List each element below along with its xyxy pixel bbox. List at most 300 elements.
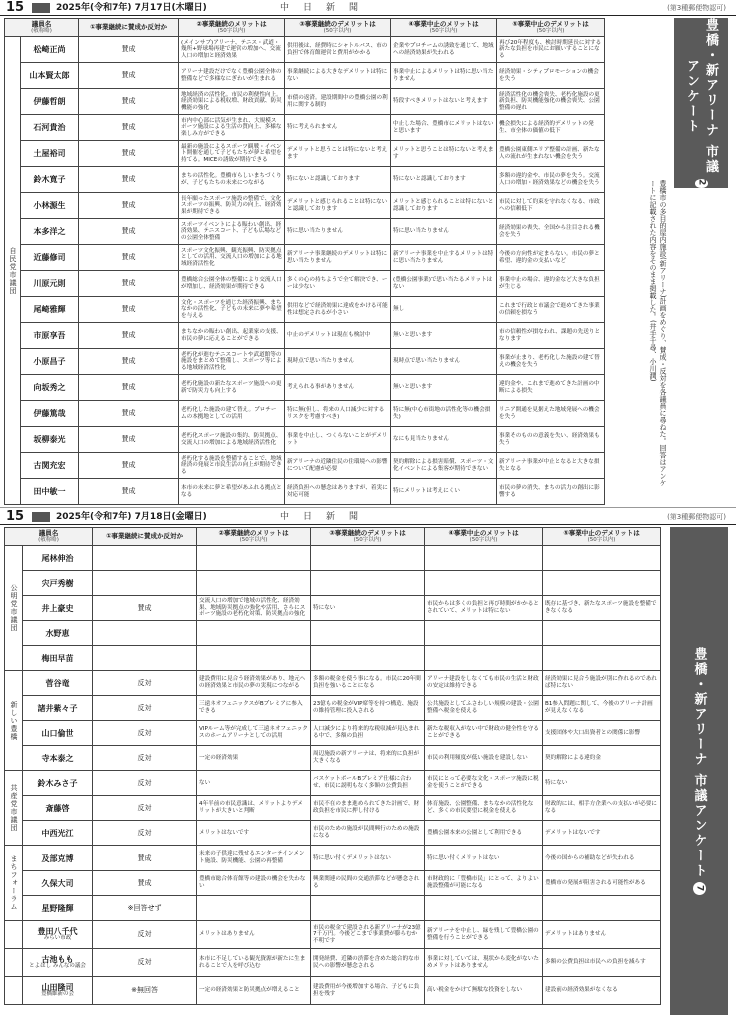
member-name: 市原享吾 bbox=[21, 323, 79, 349]
vote-answer bbox=[93, 621, 197, 646]
cancel-merit: 特に思い当たりません bbox=[391, 219, 497, 245]
member-name: 井上豪史 bbox=[23, 596, 93, 621]
member-name: 松崎正尚 bbox=[21, 37, 79, 63]
vote-answer: 賛成 bbox=[79, 37, 179, 63]
cancel-merit: 事業に対していては、現状から変化がないためメリットはありません bbox=[425, 949, 543, 977]
lead-text: 豊橋市の多目的屋内施設(新アリーナ)計画をめぐり、賛成・反対を各議員に尋ねた。回答はアンケートに記載された内容をそのまま掲載した。(井手千尋、小川潤) bbox=[649, 180, 667, 487]
member-name: 土屋裕司 bbox=[21, 141, 79, 167]
member-name-text: 山田隆司 bbox=[41, 982, 74, 992]
vote-answer: 反対 bbox=[93, 821, 197, 846]
continue-merit: メリットはありません bbox=[197, 921, 311, 949]
table-row bbox=[5, 771, 661, 796]
col-header-q2: ②事業継続のメリットは (50字以内) bbox=[197, 528, 311, 546]
cancel-demerit: 多額の公費負担は市民への負担を減らす bbox=[543, 949, 661, 977]
cancel-merit: 市財政的に「豊橋市民」にとって、よりよい施設整備が可能になる bbox=[425, 871, 543, 896]
continue-merit: スポーツ文化振興、観光振興、防災拠点としての活用、交流人口の増加による地域経済活性化 bbox=[179, 245, 285, 271]
cancel-demerit: 経済効果に見合う施設が別に作れるのであれば特にない bbox=[543, 671, 661, 696]
continue-merit: 文化・スポーツを通じた経済振興、まちなかの活性化、子どもの未来に夢や希望を与える bbox=[179, 297, 285, 323]
cancel-merit: 市民からは多くの負担と再び時間がかかるとされていて、メリットは特にない bbox=[425, 596, 543, 621]
col-header-q5: ⑤事業中止のデメリットは (50字以内) bbox=[497, 19, 605, 37]
cancel-merit: 特に無(中心市街地の活性化等の機会損失) bbox=[391, 401, 497, 427]
table-row bbox=[5, 646, 661, 671]
part-number-badge: 7 bbox=[693, 882, 706, 895]
continue-demerit: 市民不在のまま進められてきた計画で、財政負担を市民に押し付ける bbox=[311, 796, 425, 821]
continue-demerit bbox=[311, 571, 425, 596]
table-row bbox=[5, 375, 605, 401]
vote-answer: 賛成 bbox=[79, 63, 179, 89]
continue-demerit: デメリットと思うことは特にないと考えます bbox=[285, 141, 391, 167]
continue-merit: (メインサブ)アリーナ、テニス・武道・幾所+野球場再建で運営の増加へ、交流人口の増加と経済効果 bbox=[179, 37, 285, 63]
cancel-demerit: 豊橋公園東側エリア整備の計画、新たな人の流れが生まれない機会を失う bbox=[497, 141, 605, 167]
continue-merit: 本市に不足している観光資源が新たに生まれることで人を呼び込む bbox=[197, 949, 311, 977]
postal-ref: (第3種郵便物認可) bbox=[667, 4, 726, 12]
cancel-demerit: 経済効果・シティプロモーションの機会を失う bbox=[497, 63, 605, 89]
page-header bbox=[0, 0, 736, 16]
member-name: 伊藤篤哉 bbox=[21, 401, 79, 427]
member-name: 中西光江 bbox=[23, 821, 93, 846]
member-name: 古関充宏 bbox=[21, 453, 79, 479]
continue-merit: 交流人口の増加で地域の活性化、経済効果、地域防災拠点の強化や活用、さらにスポーツ施設の老朽化対策、防災拠点の強化 bbox=[197, 596, 311, 621]
cancel-merit: 特にメリットは考えにくい bbox=[391, 479, 497, 505]
vote-answer: 反対 bbox=[93, 771, 197, 796]
continue-demerit: 特に無(但し、将来の人口減少に対するリスクを考慮すべき) bbox=[285, 401, 391, 427]
table-row bbox=[5, 977, 661, 1005]
cancel-demerit: デメリットはないです bbox=[543, 821, 661, 846]
table-row bbox=[5, 921, 661, 949]
page-number: 15 bbox=[6, 0, 25, 15]
continue-demerit bbox=[311, 646, 425, 671]
vote-answer: 賛成 bbox=[79, 193, 179, 219]
member-name: 尾林伸治 bbox=[23, 546, 93, 571]
table-row bbox=[5, 721, 661, 746]
continue-merit: アリーナ建設だけでなく豊橋公園全体の整備などで多様なにぎわいが生まれる bbox=[179, 63, 285, 89]
continue-merit: 市内中心部に活気が生まれ、大規模スポーツ施設による生活の質向上、多様な楽しみ方ができる bbox=[179, 115, 285, 141]
cancel-demerit: 建設前の経済効果がなくなる bbox=[543, 977, 661, 1005]
cancel-demerit bbox=[543, 621, 661, 646]
cancel-merit: 中止した場合、豊橋市にメリットはないと思います bbox=[391, 115, 497, 141]
party-label bbox=[5, 921, 23, 949]
side-title-banner: 豊橋・新アリーナ 市議アンケート 2 bbox=[674, 18, 728, 188]
vote-answer: 反対 bbox=[93, 721, 197, 746]
continue-demerit: 開発経費、近隣の渋滞を含めた総合的な市民への影響が懸念される bbox=[311, 949, 425, 977]
continue-merit: VIPルーム等が完成して三遠ネオフェニックスのホームアリーナとしての活用 bbox=[197, 721, 311, 746]
cancel-merit bbox=[425, 571, 543, 596]
cancel-demerit: 既存に基づき、新たなスポーツ施設を整備できなくなる bbox=[543, 596, 661, 621]
table-row bbox=[5, 63, 605, 89]
continue-merit bbox=[197, 546, 311, 571]
table-row bbox=[5, 696, 661, 721]
vote-answer: 賛成 bbox=[79, 349, 179, 375]
member-name: 及部克博 bbox=[23, 846, 93, 871]
col-header-q2: ②事業継続のメリットは (50字以内) bbox=[179, 19, 285, 37]
cancel-merit: 市民の利用頻度が低い施設を建設しない bbox=[425, 746, 543, 771]
vote-answer: 賛成 bbox=[79, 453, 179, 479]
postal-ref: (第3種郵便物認可) bbox=[667, 513, 726, 521]
table-row bbox=[5, 896, 661, 921]
continue-demerit: 多くの心の持ちようで全て解決でき、ーーは少ない bbox=[285, 271, 391, 297]
continue-merit: 一定の経済効果と防災拠点が増えること bbox=[197, 977, 311, 1005]
continue-demerit: 特に思い当たりません bbox=[285, 219, 391, 245]
table-row bbox=[5, 871, 661, 896]
party-label: 共産党市議団 bbox=[5, 771, 23, 846]
table-row bbox=[5, 821, 661, 846]
member-name: 尾崎雅輝 bbox=[21, 297, 79, 323]
page-july-17 bbox=[0, 0, 736, 506]
page-number: 15 bbox=[6, 509, 25, 524]
member-affiliation: 豊橋維新の会 bbox=[41, 990, 75, 997]
section-tag bbox=[32, 3, 50, 13]
member-name: 近藤修司 bbox=[21, 245, 79, 271]
party-label: 公明党市議団 bbox=[5, 546, 23, 671]
vote-answer: 反対 bbox=[93, 921, 197, 949]
continue-demerit: 興業関連の民間の交通渋滞などが懸念される bbox=[311, 871, 425, 896]
continue-merit bbox=[197, 571, 311, 596]
continue-demerit: バスケットボールBプレミア仕様に合わせ、市民に説明もなく多額の公費負担 bbox=[311, 771, 425, 796]
continue-demerit: 考えられる事がありません bbox=[285, 375, 391, 401]
member-name: 宍戸秀樹 bbox=[23, 571, 93, 596]
cancel-demerit: 市民に対して約束を守れなくなる、市政への信頼低下 bbox=[497, 193, 605, 219]
vote-answer: ※無回答 bbox=[93, 977, 197, 1005]
continue-merit: 建設費用に見合う経済効果があり、地元への経済効果と市民の夢の実現につながる bbox=[197, 671, 311, 696]
vote-answer: 賛成 bbox=[93, 871, 197, 896]
vote-answer: 賛成 bbox=[79, 219, 179, 245]
col-header-q3: ③事業継続のデメリットは (50字以内) bbox=[311, 528, 425, 546]
col-header-q5: ⑤事業中止のデメリットは (50字以内) bbox=[543, 528, 661, 546]
member-name: 鈴木みさ子 bbox=[23, 771, 93, 796]
table-row bbox=[5, 427, 605, 453]
cancel-merit: 特に思い付くメリットはない bbox=[425, 846, 543, 871]
cancel-demerit: これまで行政と市議会で進めてきた事業の信頼を損なう bbox=[497, 297, 605, 323]
cancel-merit: 体育施設、公園整備、まちなかの活性化など、多くの市民要望に税金を使える bbox=[425, 796, 543, 821]
cancel-merit: (豊橋公園事業)で思い当たるメリットはない bbox=[391, 271, 497, 297]
page-header bbox=[0, 509, 736, 525]
cancel-demerit bbox=[543, 646, 661, 671]
cancel-demerit: 事業中止の場合、違約金など大きな負担が生じる bbox=[497, 271, 605, 297]
table-row bbox=[5, 479, 605, 505]
cancel-demerit: 事業が止まり、老朽化した施設の建て替えの機会を失う bbox=[497, 349, 605, 375]
member-name: 向坂秀之 bbox=[21, 375, 79, 401]
cancel-merit: 高い税金をかけて無駄な投資をしない bbox=[425, 977, 543, 1005]
table-row bbox=[5, 349, 605, 375]
continue-demerit: 供用後は、経費時にシャトルバス、市の負担で体育館運営と費用がかかる bbox=[285, 37, 391, 63]
continue-merit bbox=[197, 646, 311, 671]
continue-demerit: 新アリーナ事業継続のデメリットは特に思い当たりません bbox=[285, 245, 391, 271]
cancel-merit: 新アリーナ事業を中止するメリットは特に思い当たりません bbox=[391, 245, 497, 271]
vote-answer: 賛成 bbox=[79, 167, 179, 193]
cancel-demerit: 市の信頼性が損なわれ、課題の先送りとなります bbox=[497, 323, 605, 349]
survey-table-2 bbox=[4, 527, 661, 1005]
cancel-merit: 特にないと認識しております bbox=[391, 167, 497, 193]
col-header-q4: ④事業中止のメリットは (50字以内) bbox=[425, 528, 543, 546]
newspaper-name: 中日新聞 bbox=[280, 512, 373, 522]
member-name: 川原元則 bbox=[21, 271, 79, 297]
table-row bbox=[5, 297, 605, 323]
cancel-demerit: 事業そのものの意義を失い、経済効果も失う bbox=[497, 427, 605, 453]
cancel-demerit: 経済効果の喪失、全国から注目される機会を失う bbox=[497, 219, 605, 245]
vote-answer: 賛成 bbox=[79, 89, 179, 115]
continue-demerit bbox=[311, 896, 425, 921]
continue-demerit: 供用などで経済効果に達成をかける可能性は想定されるが小さい bbox=[285, 297, 391, 323]
cancel-demerit: 豊橋市の発展が阻害される可能性がある bbox=[543, 871, 661, 896]
cancel-merit bbox=[425, 546, 543, 571]
vote-answer: 賛成 bbox=[93, 596, 197, 621]
member-name-text: 古池もも bbox=[41, 954, 74, 964]
table-row bbox=[5, 271, 605, 297]
cancel-merit: 豊橋公園本来の公園として利用できる bbox=[425, 821, 543, 846]
continue-demerit: 経済負担への懸念はありますが、着実に対応可能 bbox=[285, 479, 391, 505]
continue-merit: まちなかの賑わい創出、起業家の支援、市民の夢に応えることができる bbox=[179, 323, 285, 349]
cancel-demerit: 契約解除による違約金 bbox=[543, 746, 661, 771]
member-name: 久保大司 bbox=[23, 871, 93, 896]
cancel-merit: 無いと思います bbox=[391, 375, 497, 401]
table-row bbox=[5, 746, 661, 771]
cancel-merit: 事業中止によるメリットは特に思い当たりません bbox=[391, 63, 497, 89]
continue-merit bbox=[197, 621, 311, 646]
member-name: 本多洋之 bbox=[21, 219, 79, 245]
cancel-merit bbox=[425, 646, 543, 671]
party-label-empty bbox=[5, 949, 23, 977]
table-row bbox=[5, 115, 605, 141]
table-row bbox=[5, 323, 605, 349]
continue-demerit: 市債の返済。建設期間中の豊橋公園の利用に関する制約 bbox=[285, 89, 391, 115]
cancel-demerit: 今後の方向性が定まらない。市民の夢と希望、違約金の支払いなど bbox=[497, 245, 605, 271]
table-row bbox=[5, 89, 605, 115]
continue-demerit: デメリットと感じられることは特にないと認識しております bbox=[285, 193, 391, 219]
member-name: 星野隆輝 bbox=[23, 896, 93, 921]
cancel-merit bbox=[425, 896, 543, 921]
member-name: 石河貴治 bbox=[21, 115, 79, 141]
section-tag bbox=[32, 512, 50, 522]
side-title-banner: 豊橋・新アリーナ 市議アンケート 7 bbox=[670, 527, 728, 1015]
continue-demerit: 事業継続による大きなデメリットは特にない bbox=[285, 63, 391, 89]
cancel-demerit: デメリットはありません bbox=[543, 921, 661, 949]
continue-demerit: 事業を中止し、つくらないことがデメリット bbox=[285, 427, 391, 453]
cancel-demerit: 支援団体や大口出資者との関係に影響 bbox=[543, 721, 661, 746]
header-rule bbox=[0, 15, 736, 16]
cancel-merit: 新たな税収入がない中で財政の健全性を守ることができる bbox=[425, 721, 543, 746]
cancel-demerit: 新アリーナ事業が中止となると大きな損失となる bbox=[497, 453, 605, 479]
continue-demerit: 中止のデメリットは現在も検討中 bbox=[285, 323, 391, 349]
cancel-demerit: 違約金や、これまで進めてきた計画の中断による損失 bbox=[497, 375, 605, 401]
header-rule bbox=[0, 524, 736, 525]
member-name: 水野恵 bbox=[23, 621, 93, 646]
vote-answer bbox=[93, 546, 197, 571]
party-label: 新しい豊橋 bbox=[5, 671, 23, 771]
vote-answer: 賛成 bbox=[93, 846, 197, 871]
col-header-q4: ④事業中止のメリットは (50字以内) bbox=[391, 19, 497, 37]
continue-merit: 未来の子供達に残せるエンターテインメント施設、防災機能、公園の再整備 bbox=[197, 846, 311, 871]
member-name bbox=[23, 977, 93, 1005]
party-label-empty bbox=[5, 977, 23, 1005]
continue-demerit: 特に思い付くデメリットはない bbox=[311, 846, 425, 871]
cancel-merit: 現時点で思い当たりません bbox=[391, 349, 497, 375]
col-header-q1: ①事業継続に賛成か反対か bbox=[79, 19, 179, 37]
member-name: 寺本泰之 bbox=[23, 746, 93, 771]
cancel-merit: 契約解除による損害賠償、スポーツ・文化イベントによる集客が期待できない bbox=[391, 453, 497, 479]
continue-demerit: 市民のための施設が民間興行のための施設になる bbox=[311, 821, 425, 846]
table-row bbox=[5, 167, 605, 193]
continue-merit: 最新の施設によるスポーツ観戦・イベント開催を通して子どもたちが夢と希望を持てる。MICEの誘致が期待できる bbox=[179, 141, 285, 167]
member-affiliation: とよはし みんなの議会 bbox=[29, 962, 86, 969]
cancel-demerit: 機会損失による経済的デメリットの発生、市全体の価値の低下 bbox=[497, 115, 605, 141]
newspaper-name: 中日新聞 bbox=[280, 3, 373, 13]
vote-answer bbox=[93, 646, 197, 671]
continue-merit: 老朽化する施設を整備することで、地域経済の発展と市民生活の向上が期待できる bbox=[179, 453, 285, 479]
continue-merit: 長年願ったスポーツ施設の整備で、文化スポーツの振興、防災力の向上、経済効果が期待できる bbox=[179, 193, 285, 219]
vote-answer: 反対 bbox=[93, 949, 197, 977]
cancel-demerit: 経済活性化の機会喪失、老朽化施設の更新負担、防災機能強化の機会喪失、公園整備の遅れ bbox=[497, 89, 605, 115]
member-name: 小原昌子 bbox=[21, 349, 79, 375]
cancel-demerit: 財政的には、相手方企業への支払いが必要になる bbox=[543, 796, 661, 821]
continue-demerit: 周辺施設の新アリーナは、将来的に負担が大きくなる bbox=[311, 746, 425, 771]
vote-answer: 賛成 bbox=[79, 401, 179, 427]
cancel-demerit bbox=[543, 546, 661, 571]
cancel-merit: 公共施設としてふさわしい規模の建設・公園整備へ税金を使える bbox=[425, 696, 543, 721]
continue-demerit: 特にない bbox=[311, 596, 425, 621]
table-row bbox=[5, 141, 605, 167]
issue-date: 2025年(令和7年) 7月18日(金曜日) bbox=[56, 512, 207, 522]
vote-answer: 賛成 bbox=[79, 427, 179, 453]
cancel-merit: なにも見当たりません bbox=[391, 427, 497, 453]
col-header-q1: ①事業継続に賛成か反対か bbox=[93, 528, 197, 546]
continue-demerit: 市民の税金で建設される新アリーナが23億7千万円。今後どこまで事業費が膨らむか不明です bbox=[311, 921, 425, 949]
vote-answer: 反対 bbox=[93, 746, 197, 771]
col-header-q3: ③事業継続のデメリットは (50字以内) bbox=[285, 19, 391, 37]
cancel-merit: アリーナ建設をしなくても市民の生活と財政の安定は維持できる bbox=[425, 671, 543, 696]
cancel-demerit: リニア開通を見据えた地域発展への機会を失う bbox=[497, 401, 605, 427]
cancel-merit: 企業やプロチームの誘致を通じて、地域への経済効果が失われる bbox=[391, 37, 497, 63]
table-row bbox=[5, 846, 661, 871]
continue-demerit: 現時点で思い当たりません bbox=[285, 349, 391, 375]
member-name: 坂柳泰光 bbox=[21, 427, 79, 453]
continue-merit: 4年半前の市民意識は、メリットよりデメリットが大きいと判断 bbox=[197, 796, 311, 821]
continue-demerit: 特にないと認識しております bbox=[285, 167, 391, 193]
cancel-merit: 無し bbox=[391, 297, 497, 323]
table-row bbox=[5, 546, 661, 571]
member-name: 菅谷竜 bbox=[23, 671, 93, 696]
continue-merit: 本市の未来に夢と希望があふれる拠点となる bbox=[179, 479, 285, 505]
continue-demerit: 建設費用が今後増加する場合、子どもに負担を残す bbox=[311, 977, 425, 1005]
member-name: 山本賢太郎 bbox=[21, 63, 79, 89]
table-row bbox=[5, 621, 661, 646]
table-row bbox=[5, 671, 661, 696]
continue-merit: 老朽化施設の新たなスポーツ施設への更新で防災力も向上する bbox=[179, 375, 285, 401]
cancel-merit bbox=[425, 621, 543, 646]
continue-merit: 地域経済の活性化。市民の利便性向上。経済効果による税収増、財政貢献、防災機能の強化 bbox=[179, 89, 285, 115]
continue-demerit: 23億もの税金がVIP席等を持つ構造、施設の維持管理に投入される bbox=[311, 696, 425, 721]
table-row bbox=[5, 193, 605, 219]
table-row bbox=[5, 219, 605, 245]
cancel-demerit: 特にない bbox=[543, 771, 661, 796]
vote-answer: 賛成 bbox=[79, 115, 179, 141]
cancel-merit: 市民にとって必要な文化・スポーツ施設に税金を使うことができる bbox=[425, 771, 543, 796]
continue-merit: 老朽化した施設の建て替え。プロチームの本拠地としての活用 bbox=[179, 401, 285, 427]
cancel-merit: メリットと感じられることは特にないと認識しております bbox=[391, 193, 497, 219]
continue-merit: スポーツイベントによる賑わい創出、経済効果、テニスコート、子ども広場などの公園全体整備 bbox=[179, 219, 285, 245]
member-name: 伊藤哲朗 bbox=[21, 89, 79, 115]
member-name bbox=[23, 949, 93, 977]
continue-demerit: 多額の税金を使う事になる。市民に20年間負担を強いることになる bbox=[311, 671, 425, 696]
cancel-demerit bbox=[543, 896, 661, 921]
cancel-demerit: 市民の夢の消失、まちの活力の創出に影響する bbox=[497, 479, 605, 505]
continue-demerit: 特に考えられません bbox=[285, 115, 391, 141]
vote-answer: 反対 bbox=[93, 696, 197, 721]
cancel-demerit: 今後の国からの補助などが失われる bbox=[543, 846, 661, 871]
continue-merit: 三遠ネオフェニックスがBプレミアに参入できる bbox=[197, 696, 311, 721]
table-row bbox=[5, 949, 661, 977]
continue-merit bbox=[197, 896, 311, 921]
continue-demerit: 新アリーナの近隣住民の住環境への影響について配慮が必要 bbox=[285, 453, 391, 479]
part-number-badge: 2 bbox=[696, 179, 707, 188]
continue-merit: 一定の経済効果 bbox=[197, 746, 311, 771]
vote-answer: 賛成 bbox=[79, 245, 179, 271]
vote-answer: 賛成 bbox=[79, 479, 179, 505]
table-row bbox=[5, 571, 661, 596]
table-row bbox=[5, 596, 661, 621]
table-row bbox=[5, 796, 661, 821]
continue-merit: まちの活性化。豊橋市らしいまちづくりが、子どもたちの未来につながる bbox=[179, 167, 285, 193]
vote-answer bbox=[93, 571, 197, 596]
page-july-18 bbox=[0, 509, 736, 1024]
member-name bbox=[23, 921, 93, 949]
continue-merit: 老朽化が進むテニスコートや武道館等の施設をまとめて整備し、スポーツ等による地域経済活性化 bbox=[179, 349, 285, 375]
continue-merit: 豊橋総合公園全体の整備により交流人口が増加し、経済効果が期待できる bbox=[179, 271, 285, 297]
cancel-merit: 新アリーナを中止し、緑を残して豊橋公園の整備を行うことができる bbox=[425, 921, 543, 949]
cancel-merit: 特段すべきメリットはないと考えます bbox=[391, 89, 497, 115]
continue-demerit bbox=[311, 546, 425, 571]
member-affiliation: みらい市政 bbox=[43, 934, 72, 941]
member-name: 山口倫世 bbox=[23, 721, 93, 746]
page-separator bbox=[0, 507, 736, 508]
member-name: 斎藤啓 bbox=[23, 796, 93, 821]
cancel-demerit: 再び20年程度も、検討時期延長に対する新たな負担を市民にお願いすることになる bbox=[497, 37, 605, 63]
vote-answer: 反対 bbox=[93, 796, 197, 821]
cancel-demerit bbox=[543, 571, 661, 596]
col-header-name: 議員名 (敬称略) bbox=[5, 19, 79, 37]
table-row bbox=[5, 37, 605, 63]
cancel-merit: 無いと思います bbox=[391, 323, 497, 349]
party-label: 自民党市議団 bbox=[5, 37, 21, 505]
table-row bbox=[5, 245, 605, 271]
vote-answer: 反対 bbox=[93, 671, 197, 696]
vote-answer: 賛成 bbox=[79, 297, 179, 323]
survey-table-1 bbox=[4, 18, 605, 505]
vote-answer: 賛成 bbox=[79, 141, 179, 167]
member-name-text: 豊田八千代 bbox=[37, 926, 78, 936]
continue-demerit bbox=[311, 621, 425, 646]
party-label: まちフォーラム bbox=[5, 846, 23, 921]
vote-answer: 賛成 bbox=[79, 375, 179, 401]
continue-merit: 豊橋市総合体育館等の建設の機会を失わない bbox=[197, 871, 311, 896]
continue-merit: メリットはないです bbox=[197, 821, 311, 846]
member-name: 鈴木寛子 bbox=[21, 167, 79, 193]
table-row bbox=[5, 453, 605, 479]
col-header-name: 議員名 (敬称略) bbox=[5, 528, 93, 546]
continue-demerit: 人口減少により将来的な税収減が見込まれる中で、多額の負担 bbox=[311, 721, 425, 746]
member-name: 田中敏一 bbox=[21, 479, 79, 505]
member-name: 梅田早苗 bbox=[23, 646, 93, 671]
cancel-merit: メリットと思うことは特にないと考えます bbox=[391, 141, 497, 167]
continue-merit: 老朽化スポーツ施設の集約、防災拠点、交流人口の増加による地域経済活性化 bbox=[179, 427, 285, 453]
continue-merit: ない bbox=[197, 771, 311, 796]
member-name: 小林源生 bbox=[21, 193, 79, 219]
vote-answer: 賛成 bbox=[79, 323, 179, 349]
vote-answer: ※回答せず bbox=[93, 896, 197, 921]
member-name: 諸井紫々子 bbox=[23, 696, 93, 721]
cancel-demerit: B1参入問題に関して、今後のアリーナ計画が見えなくなる bbox=[543, 696, 661, 721]
table-row bbox=[5, 401, 605, 427]
issue-date: 2025年(令和7年) 7月17日(木曜日) bbox=[56, 3, 207, 13]
